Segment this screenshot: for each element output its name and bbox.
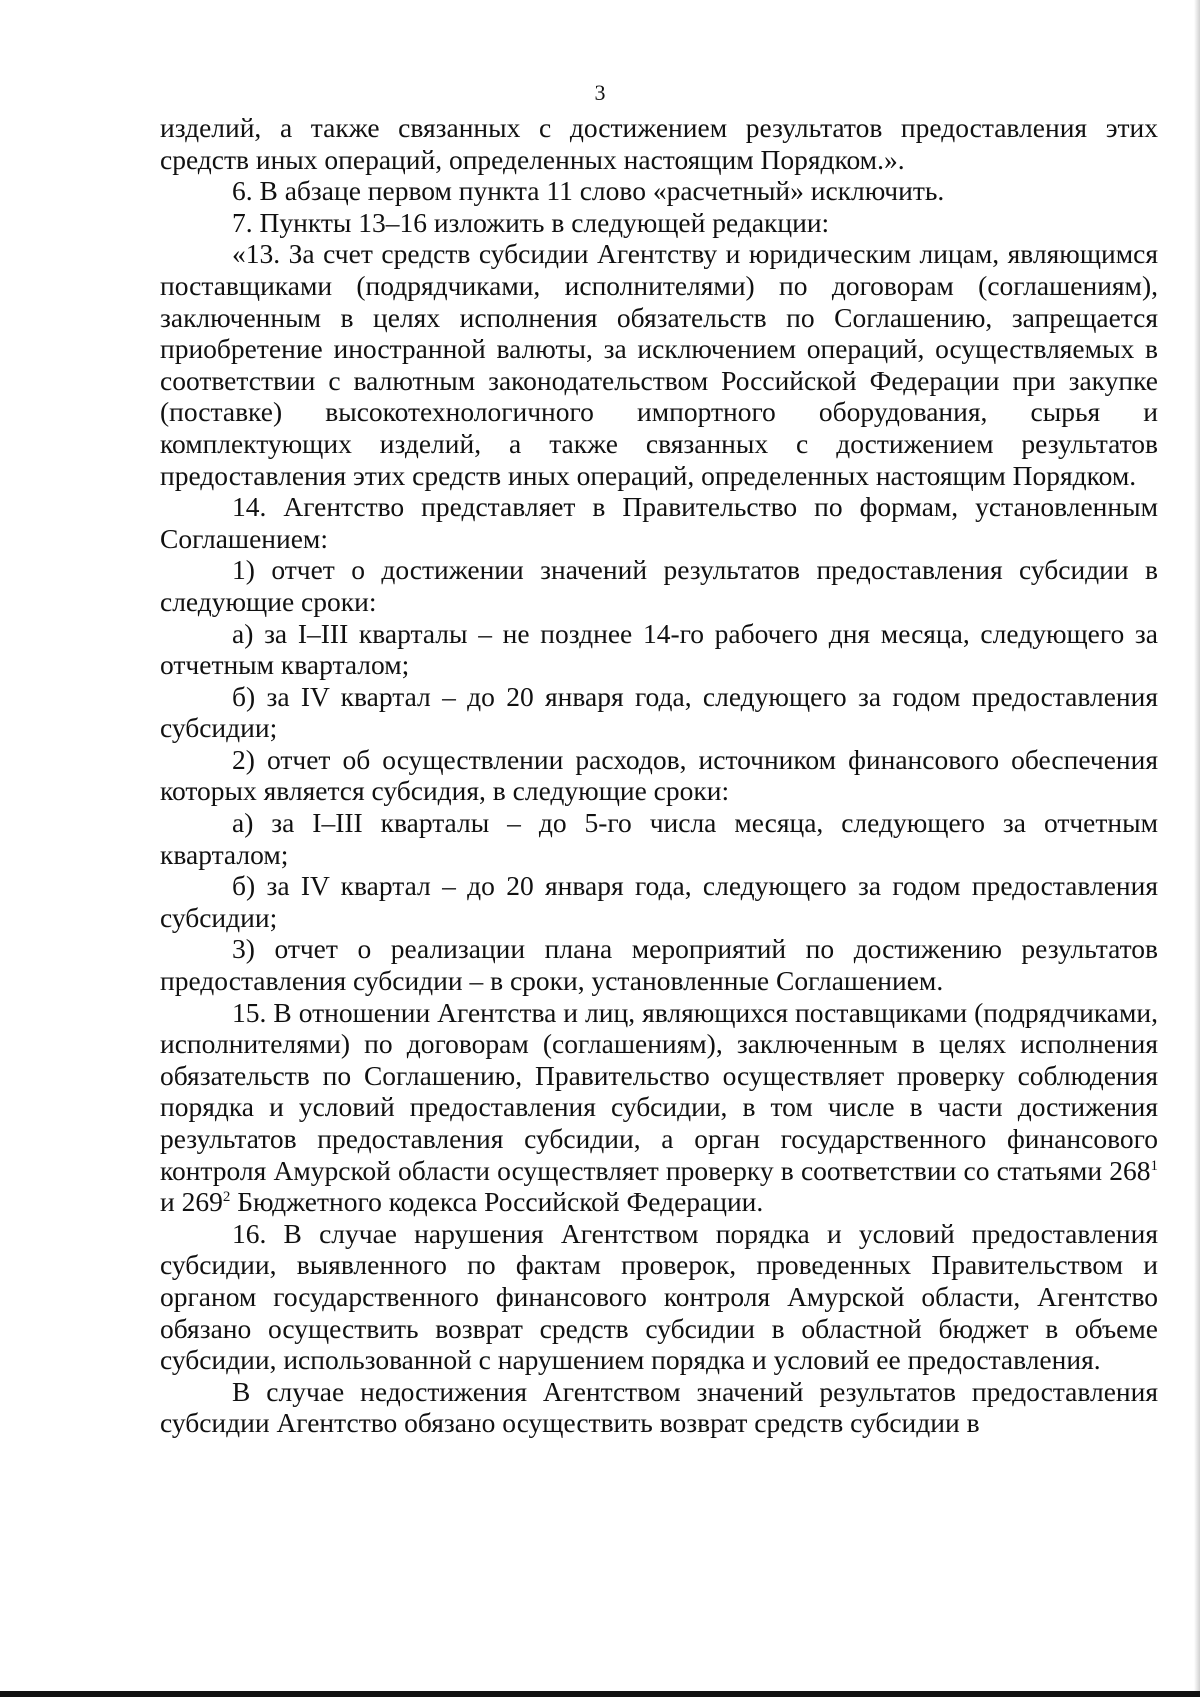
paragraph-last: В случае недостижения Агентством значений результатов предоставления субсидии Агентство обязано осуществить возврат средств субсидии в [160,1375,1158,1439]
scan-right-edge [1194,0,1200,1697]
superscript-1: 1 [1150,1157,1158,1174]
paragraph-point-14-1b: б) за IV квартал – до 20 января года, следующего за годом предоставления субсидии; [160,680,1158,744]
paragraph-15-after: Бюджетного кодекса Российской Федерации. [230,1186,764,1218]
scan-bottom-edge [0,1691,1200,1697]
paragraph-point-13: «13. За счет средств субсидии Агентству и юридическим лицам, являющимся поставщиками (подрядчиками, исполнителями) по договорам (соглашениям), заключенным в целях исполнения обязательств по Соглашению, запрещается приобретение иностранной валюты, за исключением операций, осуществляемых в соответствии с валютным законодательством Российской Федерации при закупке (поставке) высокотехнологичного импортного оборудования, сырья и комплектующих изделий, а также связанных с достижением результатов предоставления этих средств иных операций, определенных настоящим Порядком. [160,238,1158,491]
paragraph-point-14-3: 3) отчет о реализации плана мероприятий по достижению результатов предоставления субсидии – в сроки, установленные Соглашением. [160,933,1158,997]
paragraph-continuation: изделий, а также связанных с достижением результатов предоставления этих средств иных операций, определенных настоящим Порядком.». [160,112,1158,175]
paragraph-point-15 [160,997,1158,1218]
paragraph-point-14: 14. Агентство представляет в Правительство по формам, установленным Соглашением: [160,491,1158,554]
paragraph-15-before: 15. В отношении Агентства и лиц, являющихся поставщиками (подрядчиками, исполнителями) по договорам (соглашениям), заключенным в целях исполнения обязательств по Соглашению, Правительство осуществляет проверку соблюдения порядка и условий предоставления субсидии, в том числе в части достижения результатов предоставления субсидии, а орган государственного финансового контроля Амурской области осуществляет проверку в соответствии со статьями 268 [160,996,1158,1186]
paragraph-point-14-1a: а) за I–III кварталы – не позднее 14-го рабочего дня месяца, следующего за отчетным кварталом; [160,617,1158,681]
paragraph-item-7: 7. Пункты 13–16 изложить в следующей редакции: [232,206,830,238]
paragraph-item-6: 6. В абзаце первом пункта 11 слово «расчетный» исключить. [232,175,945,207]
page-number: 3 [594,80,606,105]
paragraph-point-14-2a: а) за I–III кварталы – до 5-го числа месяца, следующего за отчетным кварталом; [160,807,1158,870]
superscript-2: 2 [222,1189,231,1206]
paragraph-point-14-1: 1) отчет о достижении значений результатов предоставления субсидии в следующие сроки: [160,554,1158,617]
document-body [160,112,1158,1439]
paragraph-point-14-2: 2) отчет об осуществлении расходов, источником финансового обеспечения которых является субсидия, в следующие сроки: [160,743,1158,807]
paragraph-15-middle: и 269 [160,1186,223,1218]
paragraph-point-14-2b: б) за IV квартал – до 20 января года, следующего за годом предоставления субсидии; [160,870,1158,933]
paragraph-point-16: 16. В случае нарушения Агентством порядка и условий предоставления субсидии, выявленного по фактам проверок, проведенных Правительством и органом государственного финансового контроля Амурской области, Агентство обязано осуществить возврат средств субсидии в областной бюджет в объеме субсидии, использованной с нарушением порядка и условий ее предоставления. [160,1217,1158,1376]
